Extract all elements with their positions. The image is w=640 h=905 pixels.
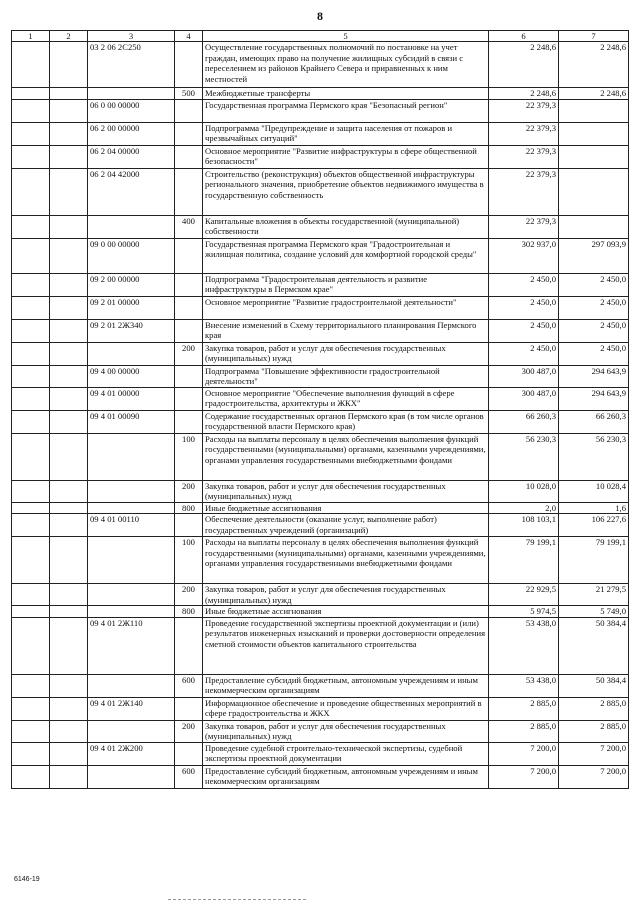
amount-col6-cell: 2,0 [489,502,559,513]
amount-col7-cell: 66 260,3 [559,410,629,433]
program-code-cell: 09 4 01 00090 [88,410,175,433]
program-code-cell: 09 4 01 2Ж140 [88,697,175,720]
program-code-cell: 06 2 04 00000 [88,145,175,168]
expense-type-cell [175,697,203,720]
page-number: 8 [317,9,323,23]
table-row [12,742,629,765]
amount-col6-cell: 300 487,0 [489,387,559,410]
expense-type-cell: 800 [175,502,203,513]
expense-type-cell: 100 [175,537,203,584]
empty-cell [12,480,50,502]
amount-col6-cell: 2 248,6 [489,42,559,88]
amount-col7-cell: 2 248,6 [559,42,629,88]
table-row [12,514,629,537]
expense-type-cell [175,273,203,296]
amount-col6-cell: 56 230,3 [489,433,559,480]
empty-cell [12,433,50,480]
table-row [12,617,629,674]
empty-cell [50,537,88,584]
amount-col7-cell: 2 450,0 [559,319,629,342]
expense-type-cell: 200 [175,720,203,742]
program-code-cell: 09 4 01 2Ж200 [88,742,175,765]
expense-type-cell [175,99,203,122]
item-name-cell: Основное мероприятие "Обеспечение выполнения функций в сфере градостроительства, архитектуры и ЖКХ" [203,387,489,410]
expense-type-cell: 200 [175,480,203,502]
table-row [12,296,629,319]
expense-type-cell: 500 [175,88,203,99]
amount-col6-cell: 2 450,0 [489,342,559,365]
item-name-cell: Осуществление государственных полномочий по постановке на учет граждан, имеющих право на получение жилищных субсидий в связи с переселением из районов Крайнего Севера и приравненных к ним местностей [203,42,489,88]
table-row [12,168,629,215]
empty-cell [12,88,50,99]
amount-col7-cell [559,215,629,238]
empty-cell [12,617,50,674]
amount-col7-cell: 21 279,5 [559,584,629,606]
empty-cell [50,319,88,342]
amount-col7-cell: 56 230,3 [559,433,629,480]
table-row [12,697,629,720]
amount-col6-cell: 108 103,1 [489,514,559,537]
empty-cell [50,617,88,674]
empty-cell [50,273,88,296]
amount-col6-cell: 7 200,0 [489,765,559,788]
empty-cell [12,238,50,273]
empty-cell [50,215,88,238]
item-name-cell: Государственная программа Пермского края "Градостроительная и жилищная политика, создание условий для комфортной городской среды" [203,238,489,273]
empty-cell [12,387,50,410]
amount-col6-cell: 66 260,3 [489,410,559,433]
empty-cell [50,145,88,168]
table-row [12,410,629,433]
table-body [12,42,629,788]
column-header: 7 [559,31,629,42]
amount-col6-cell: 2 885,0 [489,697,559,720]
amount-col6-cell: 7 200,0 [489,742,559,765]
amount-col6-cell: 2 450,0 [489,319,559,342]
program-code-cell: 06 2 00 00000 [88,122,175,145]
amount-col7-cell: 2 885,0 [559,720,629,742]
item-name-cell: Закупка товаров, работ и услуг для обеспечения государственных (муниципальных) нужд [203,584,489,606]
amount-col7-cell [559,168,629,215]
program-code-cell [88,342,175,365]
item-name-cell: Содержание государственных органов Пермского края (в том числе органов государственной власти Пермского края) [203,410,489,433]
empty-cell [50,502,88,513]
program-code-cell [88,215,175,238]
empty-cell [50,606,88,617]
empty-cell [50,742,88,765]
program-code-cell [88,433,175,480]
program-code-cell: 09 4 01 2Ж110 [88,617,175,674]
program-code-cell [88,720,175,742]
table-row [12,433,629,480]
empty-cell [50,168,88,215]
empty-cell [12,697,50,720]
program-code-cell [88,88,175,99]
item-name-cell: Предоставление субсидий бюджетным, автономным учреждениям и иным некоммерческим организациям [203,674,489,697]
column-header: 4 [175,31,203,42]
empty-cell [50,387,88,410]
amount-col7-cell: 50 384,4 [559,674,629,697]
scan-edge-mark [168,899,306,900]
program-code-cell [88,674,175,697]
item-name-cell: Закупка товаров, работ и услуг для обеспечения государственных (муниципальных) нужд [203,342,489,365]
empty-cell [50,584,88,606]
table-row [12,537,629,584]
program-code-cell: 03 2 06 2С250 [88,42,175,88]
empty-cell [50,88,88,99]
item-name-cell: Капитальные вложения в объекты государственной (муниципальной) собственности [203,215,489,238]
empty-cell [12,742,50,765]
amount-col6-cell: 22 929,5 [489,584,559,606]
amount-col7-cell: 10 028,4 [559,480,629,502]
amount-col6-cell: 2 450,0 [489,296,559,319]
empty-cell [50,480,88,502]
item-name-cell: Внесение изменений в Схему территориального планирования Пермского края [203,319,489,342]
amount-col6-cell: 22 379,3 [489,122,559,145]
empty-cell [12,145,50,168]
program-code-cell: 06 2 04 42000 [88,168,175,215]
empty-cell [12,99,50,122]
amount-col7-cell: 106 227,6 [559,514,629,537]
amount-col7-cell: 1,6 [559,502,629,513]
amount-col6-cell: 10 028,0 [489,480,559,502]
program-code-cell [88,502,175,513]
expense-type-cell [175,168,203,215]
empty-cell [50,674,88,697]
expense-type-cell [175,365,203,387]
item-name-cell: Закупка товаров, работ и услуг для обеспечения государственных (муниципальных) нужд [203,480,489,502]
amount-col7-cell: 5 749,0 [559,606,629,617]
expense-type-cell [175,42,203,88]
item-name-cell: Основное мероприятие "Развитие градостроительной деятельности" [203,296,489,319]
item-name-cell: Расходы на выплаты персоналу в целях обеспечения выполнения функций государственными (муниципальными) органами, казенными учреждениями, органами управления государственными внебюджетными фондами [203,433,489,480]
empty-cell [12,273,50,296]
amount-col6-cell: 22 379,3 [489,215,559,238]
empty-cell [50,720,88,742]
program-code-cell [88,537,175,584]
item-name-cell: Проведение государственной экспертизы проектной документации и (или) результатов инженерных изысканий и проверки достоверности определения сметной стоимости объектов капитального строительства [203,617,489,674]
expense-type-cell [175,410,203,433]
empty-cell [50,697,88,720]
table-row [12,145,629,168]
empty-cell [50,514,88,537]
empty-cell [12,410,50,433]
table-row [12,720,629,742]
program-code-cell: 09 2 01 00000 [88,296,175,319]
amount-col7-cell: 7 200,0 [559,765,629,788]
empty-cell [50,122,88,145]
amount-col6-cell: 5 974,5 [489,606,559,617]
empty-cell [12,319,50,342]
item-name-cell: Информационное обеспечение и проведение общественных мероприятий в сфере градостроительства и ЖКХ [203,697,489,720]
table-row [12,387,629,410]
amount-col6-cell: 2 885,0 [489,720,559,742]
item-name-cell: Предоставление субсидий бюджетным, автономным учреждениям и иным некоммерческим организациям [203,765,489,788]
amount-col6-cell: 2 450,0 [489,273,559,296]
amount-col7-cell: 294 643,9 [559,365,629,387]
program-code-cell [88,765,175,788]
item-name-cell: Подпрограмма "Градостроительная деятельность и развитие инфраструктуры в Пермском крае" [203,273,489,296]
table-row [12,42,629,88]
empty-cell [50,433,88,480]
table-row [12,365,629,387]
table-row [12,215,629,238]
expense-type-cell [175,387,203,410]
column-header: 6 [489,31,559,42]
amount-col7-cell: 2 450,0 [559,296,629,319]
item-name-cell: Иные бюджетные ассигнования [203,502,489,513]
amount-col7-cell: 2 248,6 [559,88,629,99]
table-row [12,765,629,788]
expense-type-cell [175,145,203,168]
empty-cell [12,342,50,365]
table-row [12,122,629,145]
item-name-cell: Межбюджетные трансферты [203,88,489,99]
amount-col6-cell: 22 379,3 [489,168,559,215]
expense-type-cell: 600 [175,674,203,697]
amount-col6-cell: 79 199,1 [489,537,559,584]
amount-col7-cell: 7 200,0 [559,742,629,765]
amount-col6-cell: 22 379,3 [489,145,559,168]
amount-col6-cell: 53 438,0 [489,674,559,697]
item-name-cell: Государственная программа Пермского края "Безопасный регион" [203,99,489,122]
empty-cell [12,765,50,788]
table-row [12,606,629,617]
empty-cell [12,514,50,537]
item-name-cell: Иные бюджетные ассигнования [203,606,489,617]
expense-type-cell: 400 [175,215,203,238]
expense-type-cell: 600 [175,765,203,788]
empty-cell [12,365,50,387]
column-header: 5 [203,31,489,42]
column-header: 1 [12,31,50,42]
empty-cell [50,410,88,433]
table-row [12,273,629,296]
empty-cell [12,584,50,606]
program-code-cell: 09 4 01 00000 [88,387,175,410]
item-name-cell: Основное мероприятие "Развитие инфраструктуры в сфере общественной безопасности" [203,145,489,168]
item-name-cell: Строительство (реконструкция) объектов общественной инфраструктуры регионального значения, приобретение объектов недвижимого имущества в государственную собственность [203,168,489,215]
empty-cell [12,215,50,238]
empty-cell [12,502,50,513]
amount-col6-cell: 302 937,0 [489,238,559,273]
amount-col6-cell: 22 379,3 [489,99,559,122]
empty-cell [12,606,50,617]
program-code-cell [88,606,175,617]
empty-cell [12,674,50,697]
amount-col7-cell [559,145,629,168]
empty-cell [50,99,88,122]
expense-type-cell [175,514,203,537]
amount-col7-cell: 2 450,0 [559,273,629,296]
table-row [12,88,629,99]
amount-col7-cell: 294 643,9 [559,387,629,410]
expense-type-cell [175,122,203,145]
empty-cell [50,238,88,273]
empty-cell [12,296,50,319]
column-header: 2 [50,31,88,42]
expense-type-cell: 100 [175,433,203,480]
item-name-cell: Расходы на выплаты персоналу в целях обеспечения выполнения функций государственными (муниципальными) органами, казенными учреждениями, органами управления государственными внебюджетными фондами [203,537,489,584]
amount-col7-cell: 2 885,0 [559,697,629,720]
expense-type-cell [175,617,203,674]
expense-type-cell: 200 [175,584,203,606]
program-code-cell [88,584,175,606]
expense-type-cell [175,296,203,319]
table-row [12,238,629,273]
budget-table [11,30,629,789]
expense-type-cell [175,742,203,765]
item-name-cell: Обеспечение деятельности (оказание услуг, выполнение работ) государственных учреждений (организаций) [203,514,489,537]
amount-col7-cell: 79 199,1 [559,537,629,584]
expense-type-cell: 800 [175,606,203,617]
program-code-cell: 09 4 01 00110 [88,514,175,537]
amount-col7-cell [559,99,629,122]
program-code-cell [88,480,175,502]
program-code-cell: 09 2 01 2Ж340 [88,319,175,342]
item-name-cell: Подпрограмма "Повышение эффективности градостроительной деятельности" [203,365,489,387]
column-header: 3 [88,31,175,42]
amount-col7-cell [559,122,629,145]
table-row [12,502,629,513]
empty-cell [50,765,88,788]
empty-cell [12,168,50,215]
item-name-cell: Подпрограмма "Предупреждение и защита населения от пожаров и чрезвычайных ситуаций" [203,122,489,145]
document-footer-code: 6146-19 [14,876,40,883]
table-header-row [12,31,629,42]
amount-col6-cell: 300 487,0 [489,365,559,387]
empty-cell [50,42,88,88]
empty-cell [50,365,88,387]
amount-col7-cell: 297 093,9 [559,238,629,273]
table-row [12,480,629,502]
empty-cell [12,42,50,88]
program-code-cell: 09 0 00 00000 [88,238,175,273]
program-code-cell: 06 0 00 00000 [88,99,175,122]
table-row [12,584,629,606]
program-code-cell: 09 4 00 00000 [88,365,175,387]
amount-col6-cell: 2 248,6 [489,88,559,99]
table-row [12,99,629,122]
amount-col7-cell: 2 450,0 [559,342,629,365]
empty-cell [12,122,50,145]
table-row [12,674,629,697]
empty-cell [12,720,50,742]
expense-type-cell [175,319,203,342]
program-code-cell: 09 2 00 00000 [88,273,175,296]
item-name-cell: Закупка товаров, работ и услуг для обеспечения государственных (муниципальных) нужд [203,720,489,742]
empty-cell [12,537,50,584]
expense-type-cell: 200 [175,342,203,365]
empty-cell [50,342,88,365]
amount-col7-cell: 50 384,4 [559,617,629,674]
table-row [12,342,629,365]
empty-cell [50,296,88,319]
table-row [12,319,629,342]
item-name-cell: Проведение судебной строительно-технической экспертизы, судебной экспертизы проектной документации [203,742,489,765]
amount-col6-cell: 53 438,0 [489,617,559,674]
expense-type-cell [175,238,203,273]
